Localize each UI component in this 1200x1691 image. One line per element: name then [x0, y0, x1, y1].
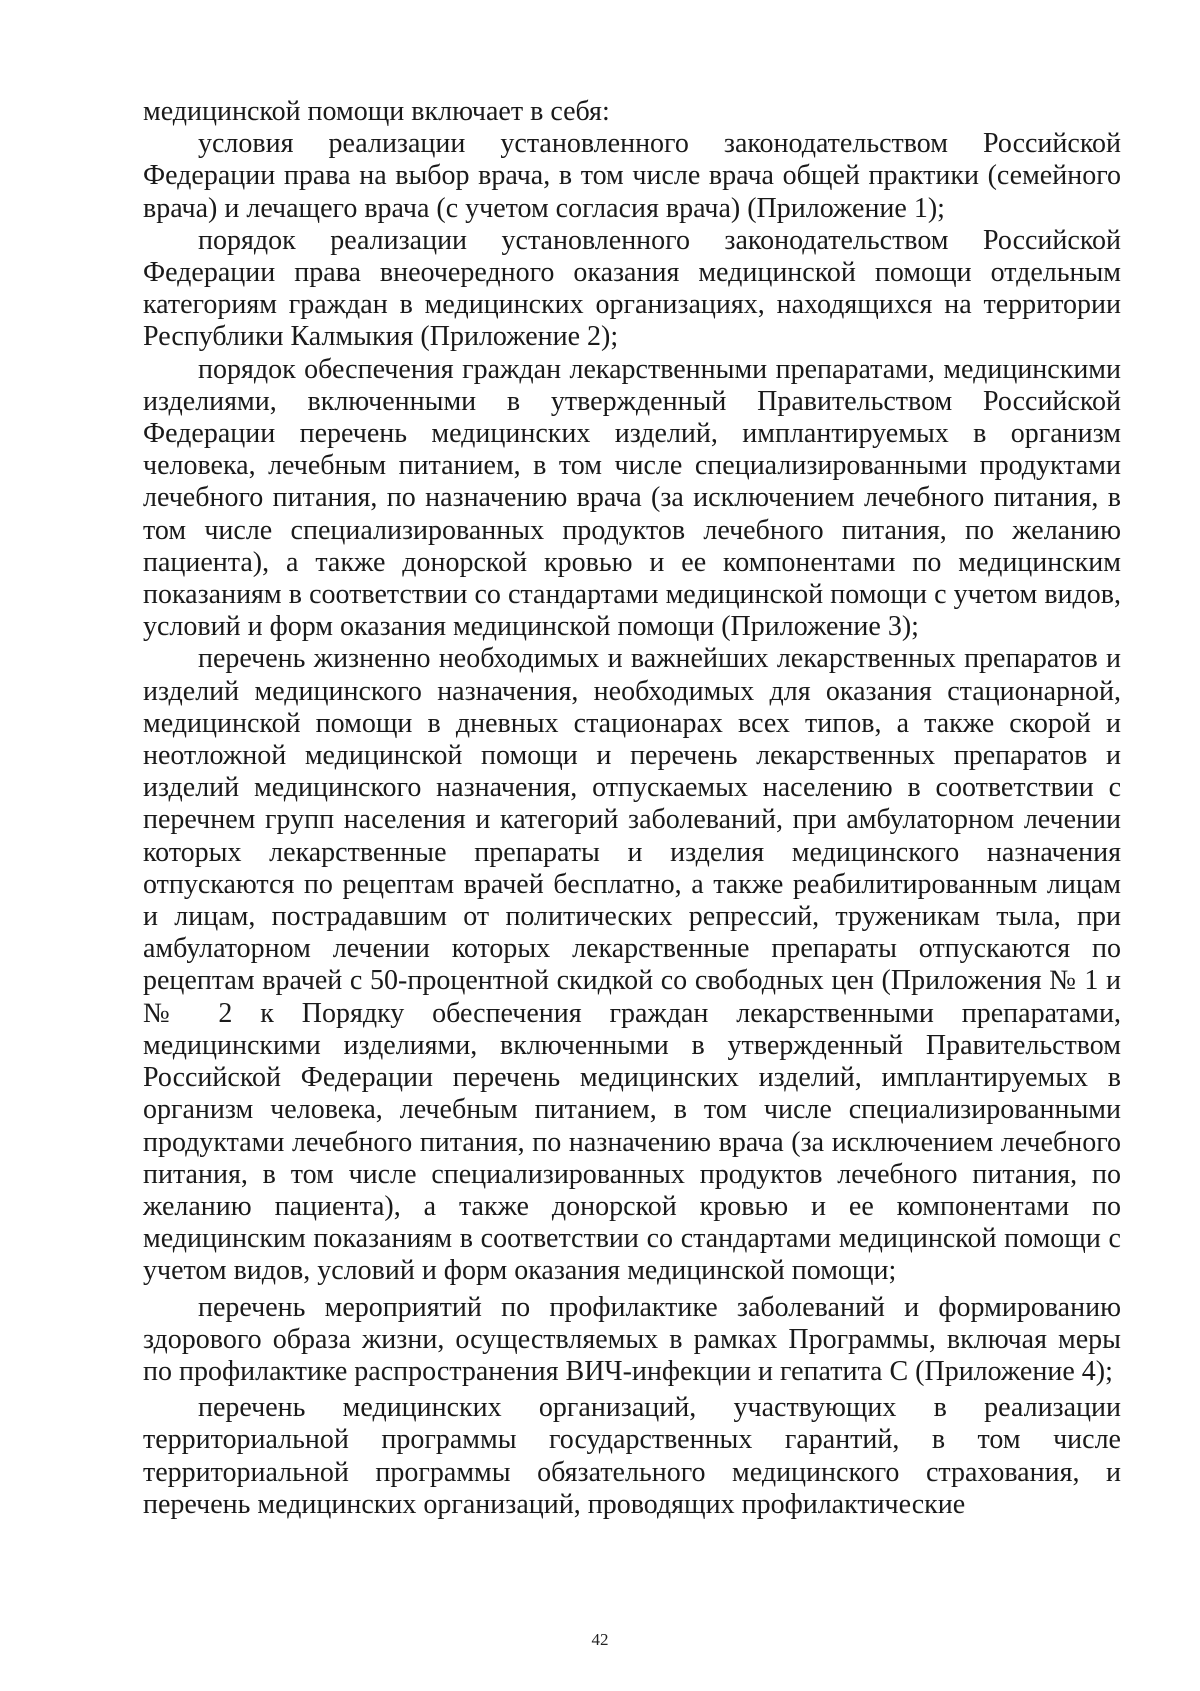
paragraph-intro-continuation: медицинской помощи включает в себя: — [143, 96, 610, 127]
paragraph-priority-care: порядок реализации установленного законодательством Российской Федерации права внеочередного оказания медицинской помощи отдельным категориям граждан в медицинских организациях, находящихся на территории Республики Калмыкия (Приложение 2); — [143, 224, 1121, 353]
paragraph-right-to-choose-doctor: условия реализации установленного законодательством Российской Федерации права на выбор врача, в том числе врача общей практики (семейного врача) и лечащего врача (с учетом согласия врача) (Приложение 1); — [143, 128, 1121, 224]
document-body — [143, 96, 1121, 1521]
paragraph-prevention-measures: перечень мероприятий по профилактике заболеваний и формированию здорового образа жизни, осуществляемых в рамках Программы, включая меры по профилактике распространения ВИЧ-инфекции и гепатита С (Приложение 4); — [143, 1291, 1121, 1387]
paragraph-drug-provision-order: порядок обеспечения граждан лекарственными препаратами, медицинскими изделиями, включенными в утвержденный Правительством Российской Федерации перечень медицинских изделий, имплантируемых в организм человека, лечебным питанием, в том числе специализированными продуктами лечебного питания, по назначению врача (за исключением лечебного питания, в том числе специализированных продуктов лечебного питания, по желанию пациента), а также донорской кровью и ее компонентами по медицинским показаниям в соответствии со стандартами медицинской помощи с учетом видов, условий и форм оказания медицинской помощи (Приложение 3); — [143, 353, 1121, 643]
page-number: 42 — [591, 1630, 609, 1649]
paragraph-medical-organizations-list: перечень медицинских организаций, участвующих в реализации территориальной программы государственных гарантий, в том числе территориальной программы обязательного медицинского страхования, и перечень медицинских организаций, проводящих профилактические — [143, 1392, 1121, 1520]
paragraph-essential-drugs-list: перечень жизненно необходимых и важнейших лекарственных препаратов и изделий медицинского назначения, необходимых для оказания стационарной, медицинской помощи в дневных стационарах всех типов, а также скорой и неотложной медицинской помощи и перечень лекарственных препаратов и изделий медицинского назначения, отпускаемых населению в соответствии с перечнем групп населения и категорий заболеваний, при амбулаторном лечении которых лекарственные препараты и изделия медицинского назначения отпускаются по рецептам врачей бесплатно, а также реабилитированным лицам и лицам, пострадавшим от политических репрессий, труженикам тыла, при амбулаторном лечении которых лекарственные препараты отпускаются по рецептам врачей с 50-процентной скидкой со свободных цен (Приложения № 1 и № 2 к Порядку обеспечения граждан лекарственными препаратами, медицинскими изделиями, включенными в утвержденный Правительством Российской Федерации перечень медицинских изделий, имплантируемых в организм человека, лечебным питанием, в том числе специализированными продуктами лечебного питания, по назначению врача (за исключением лечебного питания, в том числе специализированных продуктов лечебного питания, по желанию пациента), а также донорской кровью и ее компонентами по медицинским показаниям в соответствии со стандартами медицинской помощи с учетом видов, условий и форм оказания медицинской помощи; — [143, 643, 1121, 1287]
